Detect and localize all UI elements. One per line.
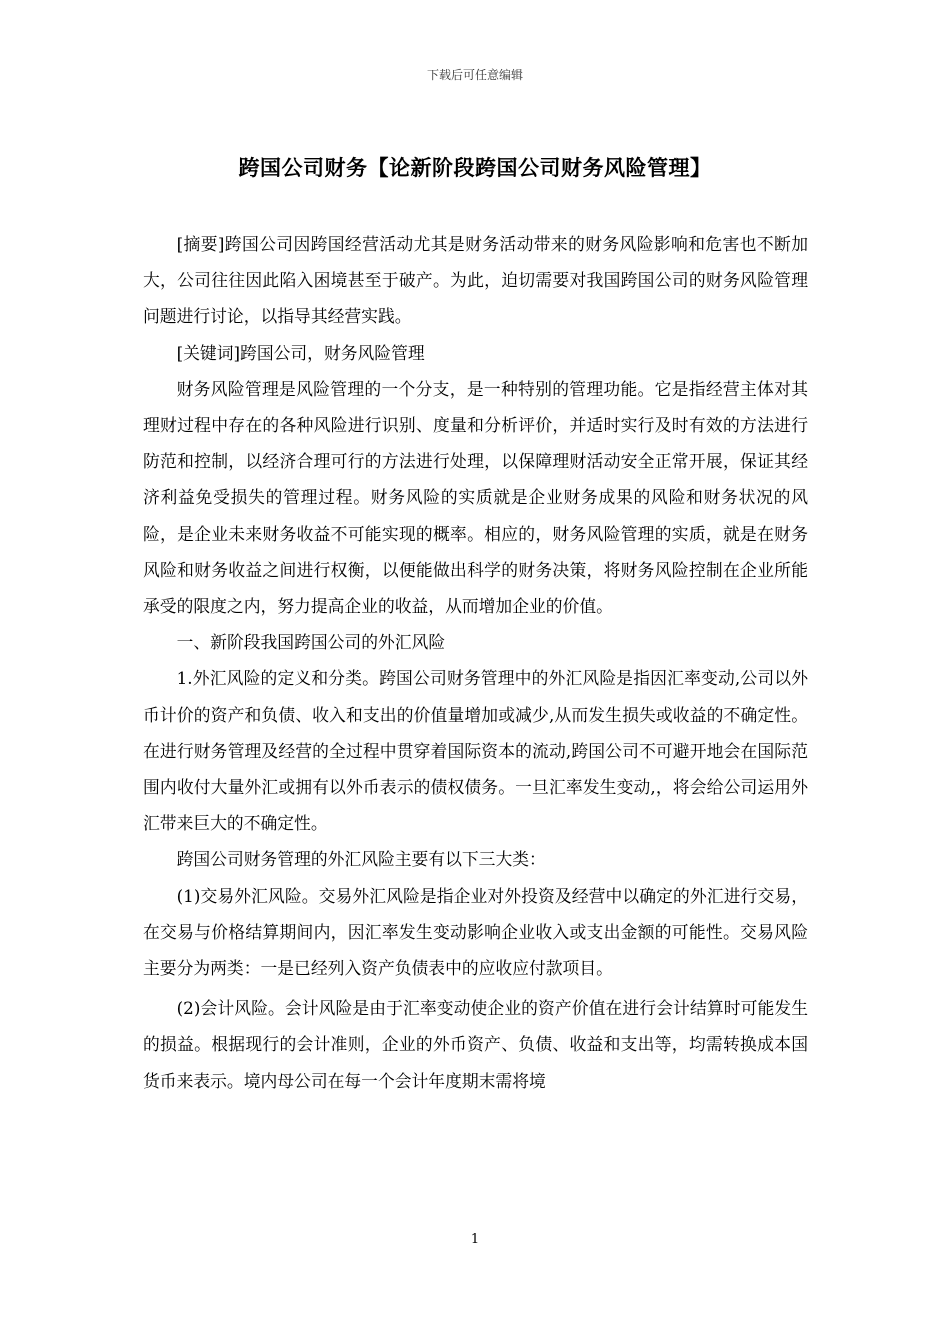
body-paragraph: 跨国公司财务管理的外汇风险主要有以下三大类： [176, 849, 546, 870]
page-number: 1 [470, 1232, 480, 1247]
body-paragraph: 财务风险管理是风险管理的一个分支，是一种特别的管理功能。它是指经营主体对其理财过程中存在的各种风险进行识别、度量和分析评价，并适时实行及时有效的方法进行防范和控制，以经济合理可行的方法进行处理，以保障理财活动安全正常开展，保证其经济利益免受损失的管理过程。财务风险的实质就是企业财务成果的风险和财务状况的风险，是企业未来财务收益不可能实现的概率。相应的，财务风险管理的实质，就是在财务风险和财务收益之间进行权衡，以便能做出科学的财务决策，将财务风险控制在企业所能承受的限度之内，努力提高企业的收益，从而增加企业的价值。 [143, 378, 808, 617]
document-body [143, 226, 808, 1099]
body-paragraph: 1.外汇风险的定义和分类。跨国公司财务管理中的外汇风险是指因汇率变动,公司以外币计价的资产和负债、收入和支出的价值量增加或减少,从而发生损失或收益的不确定性。在进行财务管理及经营的全过程中贯穿着国际资本的流动,跨国公司不可避开地会在国际范围内收付大量外汇或拥有以外币表示的债权债务。一旦汇率发生变动,，将会给公司运用外汇带来巨大的不确定性。 [143, 668, 808, 834]
section-heading: 一、新阶段我国跨国公司的外汇风险 [176, 632, 446, 653]
keywords-paragraph: [关键词]跨国公司，财务风险管理 [176, 342, 425, 363]
body-paragraph: (2)会计风险。会计风险是由于汇率变动使企业的资产价值在进行会计结算时可能发生的损益。根据现行的会计准则，企业的外币资产、负债、收益和支出等，均需转换成本国货币来表示。境内母公司在每一个会计年度期末需将境 [143, 998, 808, 1091]
header-text: 下载后可任意编辑 [426, 68, 523, 82]
document-title: 跨国公司财务【论新阶段跨国公司财务风险管理】 [238, 156, 712, 180]
page-header [0, 66, 950, 83]
abstract-paragraph: [摘要]跨国公司因跨国经营活动尤其是财务活动带来的财务风险影响和危害也不断加大，公司往往因此陷入困境甚至于破产。为此，迫切需要对我国跨国公司的财务风险管理问题进行讨论，以指导其经营实践。 [143, 234, 808, 327]
body-paragraph: (1)交易外汇风险。交易外汇风险是指企业对外投资及经营中以确定的外汇进行交易，在交易与价格结算期间内，因汇率发生变动影响企业收入或支出金额的可能性。交易风险主要分为两类：一是已经列入资产负债表中的应收应付款项目。 [143, 885, 808, 979]
